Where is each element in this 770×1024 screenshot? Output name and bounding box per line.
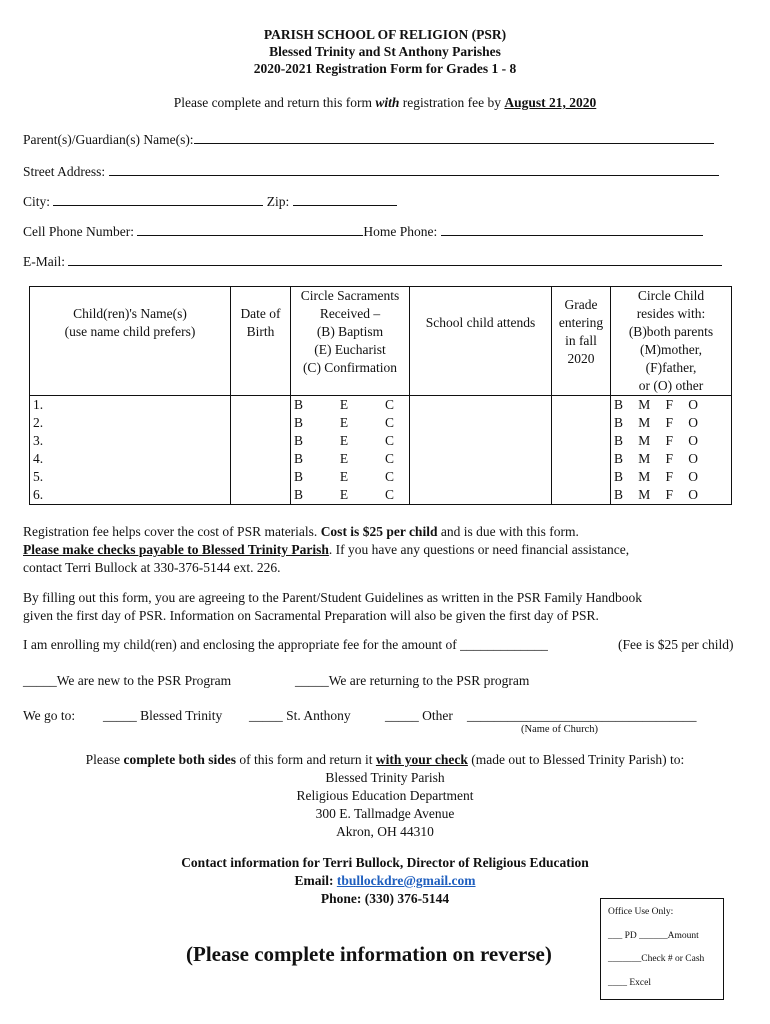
parents-input-line[interactable] bbox=[194, 130, 714, 144]
child-rows bbox=[30, 396, 732, 505]
office-use-box bbox=[600, 898, 724, 1000]
row-number: 5. bbox=[33, 469, 44, 484]
street-input-line[interactable] bbox=[109, 162, 719, 176]
street-label: Street Address: bbox=[23, 164, 106, 179]
returning-program-option[interactable]: _____We are returning to the PSR program bbox=[295, 673, 530, 688]
city-input-line[interactable] bbox=[53, 192, 263, 206]
address-line-3: 300 E. Tallmadge Avenue bbox=[315, 806, 455, 821]
phone-field[interactable] bbox=[23, 222, 703, 240]
fee-note: (Fee is $25 per child) bbox=[618, 637, 734, 652]
other-option[interactable]: _____ Other bbox=[385, 708, 453, 723]
st-anthony-option[interactable]: _____ St. Anthony bbox=[249, 708, 351, 723]
table-header-row bbox=[30, 287, 732, 396]
parish-names: Blessed Trinity and St Anthony Parishes bbox=[269, 44, 501, 59]
row-number: 2. bbox=[33, 415, 44, 430]
header-grade: Grade entering in fall 2020 bbox=[552, 287, 611, 396]
office-title: Office Use Only: bbox=[608, 907, 674, 917]
home-label: Home Phone: bbox=[363, 224, 438, 239]
address-line-2: Religious Education Department bbox=[296, 788, 474, 803]
fee-paragraph: Registration fee helps cover the cost of PSR materials. Cost is $25 per child and is due with this form. Please make checks payable to Blessed Trinity Parish. If you have any questions or need financial assistance, contact Terri Bullock at 330-376-5144 ext. 226. bbox=[23, 524, 630, 575]
sacraments-cell[interactable]: B E C B E C B E C B E C B E C B E C bbox=[291, 396, 410, 505]
email-input-line[interactable] bbox=[68, 252, 722, 266]
city-zip-field[interactable] bbox=[23, 192, 397, 210]
form-name: 2020-2021 Registration Form for Grades 1 - 8 bbox=[253, 61, 517, 76]
header-dob: Date of Birth bbox=[231, 287, 291, 396]
email-field[interactable] bbox=[23, 252, 722, 270]
form-title: PARISH SCHOOL OF RELIGION (PSR) bbox=[263, 27, 507, 42]
address-line-4: Akron, OH 44310 bbox=[336, 824, 434, 839]
zip-input-line[interactable] bbox=[293, 192, 397, 206]
reverse-notice: (Please complete information on reverse) bbox=[186, 942, 552, 966]
parents-field[interactable] bbox=[23, 130, 714, 148]
header-sacraments: Circle Sacraments Received – (B) Baptism (E) Eucharist (C) Confirmation bbox=[291, 287, 410, 396]
home-input-line[interactable] bbox=[441, 222, 703, 236]
header-child-name: Child(ren)'s Name(s) (use name child prefers) bbox=[30, 287, 231, 396]
email-link[interactable]: tbullockdre@gmail.com bbox=[336, 873, 476, 888]
zip-label: Zip: bbox=[266, 194, 290, 209]
new-program-option[interactable]: _____We are new to the PSR Program bbox=[23, 673, 232, 688]
instruction-text-2: registration fee by bbox=[399, 95, 505, 110]
school-cell[interactable] bbox=[410, 396, 552, 505]
contact-phone: Phone: (330) 376-5144 bbox=[320, 891, 450, 906]
city-label: City: bbox=[23, 194, 51, 209]
street-field[interactable] bbox=[23, 162, 719, 180]
residence-cell[interactable]: B M F O B M F O B M F O B M F O B M F O B M F O bbox=[611, 396, 732, 505]
checks-payable: Please make checks payable to Blessed Trinity Parish bbox=[23, 542, 329, 557]
email-label: E-Mail: bbox=[23, 254, 65, 269]
contact-heading: Contact information for Terri Bullock, Director of Religious Education bbox=[181, 855, 589, 870]
dob-cell[interactable] bbox=[231, 396, 291, 505]
row-number: 4. bbox=[33, 451, 44, 466]
fee-amount: Cost is $25 per child bbox=[320, 524, 438, 539]
grade-cell[interactable] bbox=[552, 396, 611, 505]
row-number: 1. bbox=[33, 397, 44, 412]
other-church-line[interactable]: __________________________________ bbox=[467, 708, 697, 723]
agreement-paragraph: By filling out this form, you are agreeing to the Parent/Student Guidelines as written in the PSR Family Handbook given the first day of PSR. Information on Sacramental Preparation will also be given the first day of PSR. bbox=[23, 590, 643, 623]
instruction-text: Please complete and return this form bbox=[173, 95, 376, 110]
child-name-cell[interactable] bbox=[30, 396, 231, 505]
parents-label: Parent(s)/Guardian(s) Name(s): bbox=[23, 132, 194, 147]
address-line-1: Blessed Trinity Parish bbox=[325, 770, 445, 785]
instruction-with: with bbox=[375, 95, 400, 110]
cell-label: Cell Phone Number: bbox=[23, 224, 134, 239]
name-of-church-caption: (Name of Church) bbox=[521, 724, 598, 735]
blessed-trinity-option[interactable]: _____ Blessed Trinity bbox=[103, 708, 223, 723]
office-pd-amount: ___ PD ______Amount bbox=[608, 931, 699, 941]
header-residence: Circle Child resides with: (B)both parents (M)mother, (F)father, or (O) other bbox=[611, 287, 732, 396]
header-school: School child attends bbox=[410, 287, 552, 396]
instruction-line bbox=[0, 95, 770, 111]
office-check: _______Check # or Cash bbox=[608, 954, 705, 964]
return-instructions: Please complete both sides of this form and return it with your check (made out to Blessed Trinity Parish) to: bbox=[85, 752, 685, 767]
contact-email: Email: tbullockdre@gmail.com bbox=[294, 873, 476, 888]
row-number: 6. bbox=[33, 487, 44, 502]
row-number: 3. bbox=[33, 433, 44, 448]
deadline-date: August 21, 2020 bbox=[504, 95, 597, 110]
children-table bbox=[29, 286, 732, 505]
enroll-line[interactable]: I am enrolling my child(ren) and enclosing the appropriate fee for the amount of _____________ bbox=[23, 637, 548, 652]
goto-label: We go to: bbox=[23, 708, 76, 723]
office-excel: ____ Excel bbox=[608, 978, 652, 988]
cell-input-line[interactable] bbox=[137, 222, 363, 236]
